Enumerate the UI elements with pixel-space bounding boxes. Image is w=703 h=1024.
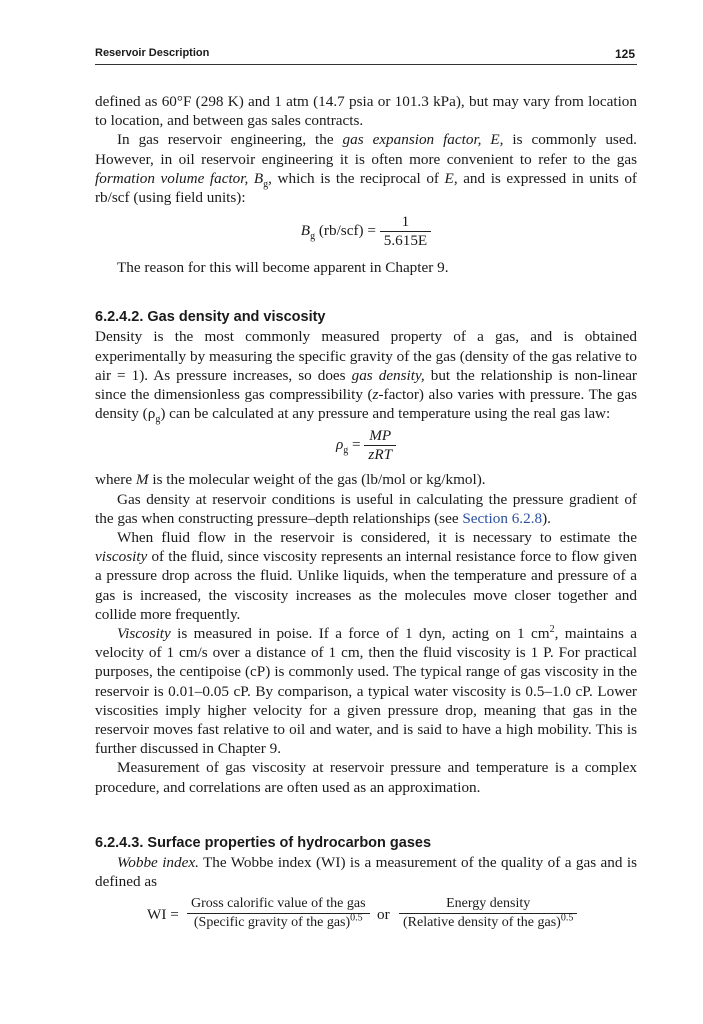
section-heading-surface-properties: 6.2.4.3. Surface properties of hydrocarbon gases — [95, 834, 432, 851]
paragraph-chapter9: The reason for this will become apparent in Chapter 9. — [117, 259, 449, 277]
page-body — [95, 92, 637, 937]
paragraph-viscosity: Viscosity is measured in poise. If a force of 1 dyn, acting on 1 $cm^2$, maintains a velocity of 1 cm/s over a distance of 1 cm, then the fluid viscosity is 1 P. For practical purposes, the centipoise (cP) is commonly used. The typical range of gas viscosity in the reservoir is 0.01–0.05 cP. By comparison, a typical water viscosity is 0.5–1.0 cP. Lower viscosities imply higher velocity for a given pressure drop, meaning that gas in the reservoir moves fast relative to oil and water, and is said to have a high mobility. This is further discussed in Chapter 9. — [95, 624, 637, 758]
paragraph-density: Density is the most commonly measured property of a gas, and is obtained experimentally by measuring the specific gravity of the gas (density of the gas relative to air = 1). As pressure increases, so does gas density, but the relationship is non-linear since the dimensionless gas compressibility (z-factor) also varies with pressure. The gas density $(\rho_g)$ can be calculated at any pressure and temperature using the real gas law: — [95, 328, 637, 426]
paragraph-continued: defined as 60°F (298 K) and 1 atm (14.7 psia or 101.3 kPa), but may vary from location to location, and between gas sales contracts. — [95, 93, 637, 130]
paragraph-pressure-gradient: Gas density at reservoir conditions is useful in calculating the pressure gradient of the gas when constructing pressure–depth relationships (see Section 6.2.8). — [95, 490, 637, 527]
page-number: 125 — [614, 47, 635, 61]
paragraph-wobbe: Wobbe index. The Wobbe index (WI) is a measurement of the quality of a gas and is defined as — [95, 853, 638, 891]
fraction: $\frac{MP}{\text{zRT}}$ — [364, 427, 396, 464]
running-header — [95, 46, 637, 65]
fraction-wobbe-1: Gross calorific value of the gas (Specific gravity of the gas)$^{0.5}$ — [187, 895, 370, 932]
paragraph-measurement: Measurement of gas viscosity at reservoir pressure and temperature is a complex procedure, and correlations are often used as an approximation. — [95, 759, 637, 796]
section-link[interactable]: Section 6.2.8 — [462, 509, 543, 527]
equation-rho: $\rho_g$ = $\frac{MP}{\text{zRT}}$ — [95, 427, 637, 464]
fraction-wobbe-2: Energy density (Relative density of the gas)$^{0.5}$ — [399, 895, 577, 932]
paragraph-fluid-flow: When fluid flow in the reservoir is considered, it is necessary to estimate the viscosity of the fluid, since viscosity represents an internal resistance force to flow given a pressure drop across the fluid. Unlike liquids, when the temperature and pressure of a gas is increased, the viscosity increases as the molecules move closer together and collide more frequently. — [95, 529, 637, 623]
fraction: $\frac{1}{5.615E}$ — [380, 213, 431, 250]
paragraph-gas-expansion: In gas reservoir engineering, the gas expansion factor, E, is commonly used. However, in oil reservoir engineering it is often more convenient to refer to the gas formation volume factor, $B_g$, which is the reciprocal of E, and is expressed in units of rb/scf (using field units): — [95, 131, 637, 207]
paragraph-molecular-weight: where M is the molecular weight of the gas (lb/mol or kg/kmol). — [95, 471, 486, 489]
equation-bg: $B_g$ (rb/scf) = $\frac{1}{5.615E}$ — [95, 213, 637, 250]
equation-wobbe: WI = Gross calorific value of the gas (Specific gravity of the gas)$^{0.5}$ or Energy density (Relative density of the gas)$^{0.5}$ — [95, 895, 637, 937]
running-header-section: Reservoir Description — [95, 47, 210, 59]
section-heading-gas-density: 6.2.4.2. Gas density and viscosity — [95, 309, 326, 326]
